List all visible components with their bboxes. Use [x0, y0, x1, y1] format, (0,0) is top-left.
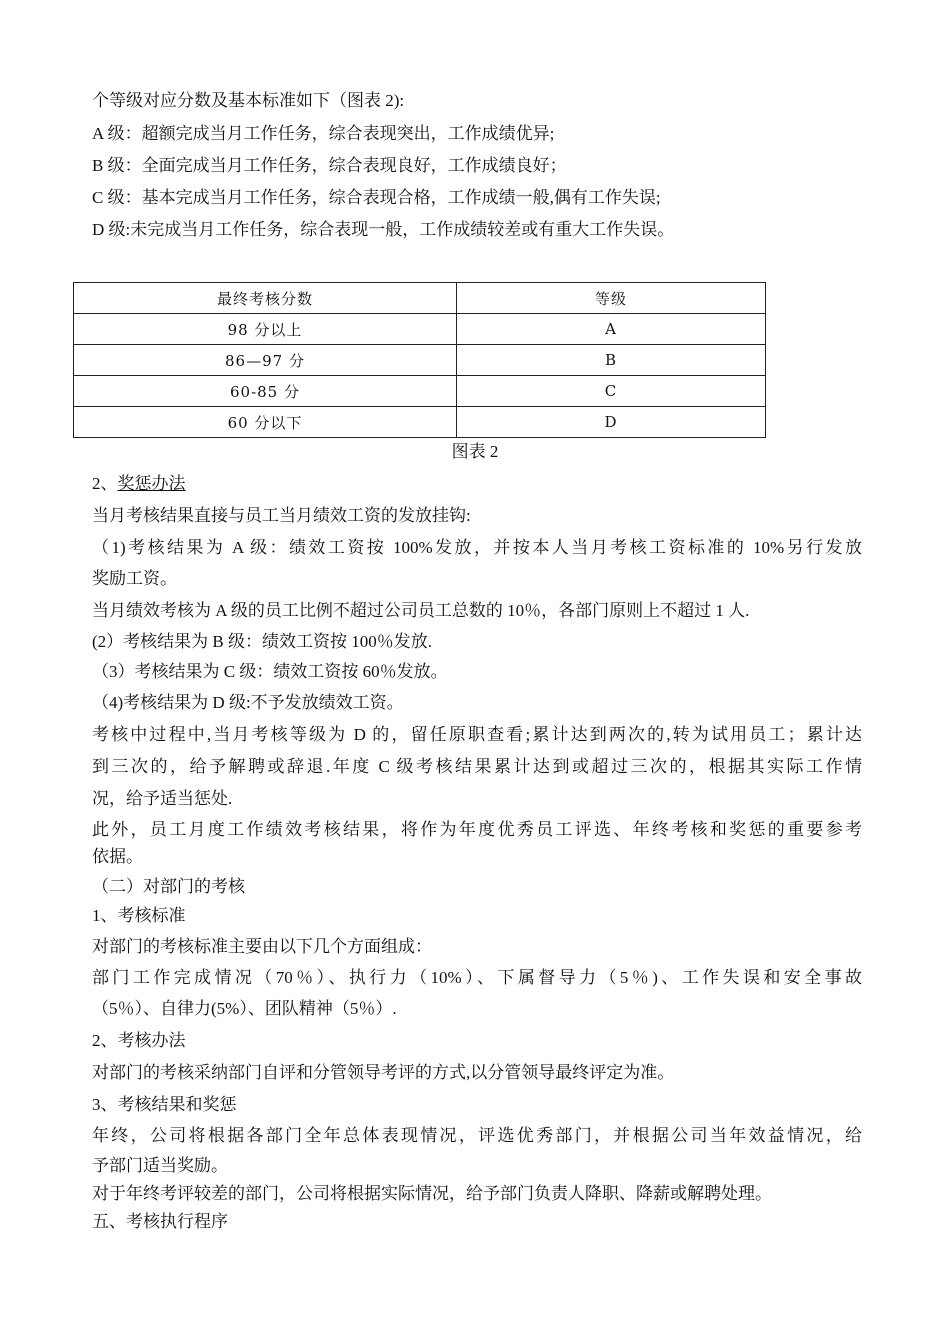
- subheading: 2、考核办法: [92, 1031, 186, 1050]
- grade-d-description: D 级:未完成当月工作任务，综合表现一般，工作成绩较差或有重大工作失误。: [92, 220, 675, 239]
- grade-c-description: C 级：基本完成当月工作任务，综合表现合格，工作成绩一般,偶有工作失误;: [92, 188, 661, 207]
- paragraph: （4)考核结果为 D 级:不予发放绩效工资。: [92, 693, 404, 712]
- table-cell-grade: A: [457, 314, 766, 345]
- paragraph: (2）考核结果为 B 级：绩效工资按 100％发放.: [92, 632, 432, 651]
- paragraph: 到三次的，给予解聘或辞退.年度 C 级考核结果累计达到或超过三次的，根据其实际工作情: [92, 757, 862, 776]
- paragraph: 此外，员工月度工作绩效考核结果，将作为年度优秀员工评选、年终考核和奖惩的重要参考: [92, 820, 862, 839]
- table-row: [74, 345, 766, 376]
- grade-a-description: A 级：超额完成当月工作任务，综合表现突出，工作成绩优异;: [92, 124, 555, 143]
- paragraph: 当月考核结果直接与员工当月绩效工资的发放挂钩:: [92, 506, 471, 525]
- section-heading-five: 五、考核执行程序: [92, 1212, 228, 1231]
- table-cell-grade: D: [457, 407, 766, 438]
- table-header-row: [74, 283, 766, 314]
- table-header-grade: 等级: [457, 283, 766, 314]
- paragraph: 部门工作完成情况（70％）、执行力（10%）、下属督导力（5％)、工作失误和安全事故: [92, 968, 862, 987]
- paragraph: 年终，公司将根据各部门全年总体表现情况，评选优秀部门，并根据公司当年效益情况，给: [92, 1126, 862, 1145]
- table-row: [74, 314, 766, 345]
- paragraph: （5％）、自律力(5%）、团队精神（5％）.: [92, 999, 397, 1018]
- paragraph: 考核中过程中,当月考核等级为 D 的，留任原职查看;累计达到两次的,转为试用员工；累计达: [92, 725, 862, 744]
- paragraph: （1)考核结果为 A 级：绩效工资按 100%发放，并按本人当月考核工资标准的 10%另行发放: [92, 538, 862, 557]
- table-cell-score: 60-85 分: [74, 376, 457, 407]
- paragraph: 当月绩效考核为 A 级的员工比例不超过公司员工总数的 10％，各部门原则上不超过 1 人.: [92, 601, 750, 620]
- table-cell-grade: B: [457, 345, 766, 376]
- heading-number: 2、: [92, 474, 118, 493]
- grade-b-description: B 级：全面完成当月工作任务，综合表现良好，工作成绩良好；: [92, 156, 567, 175]
- table-caption: 图表 2: [451, 442, 499, 461]
- section-heading-reward: [92, 473, 862, 495]
- paragraph: 对部门的考核标准主要由以下几个方面组成：: [92, 937, 432, 956]
- paragraph: 况，给予适当惩处.: [92, 789, 233, 808]
- subheading: 3、考核结果和奖惩: [92, 1095, 237, 1114]
- table-row: [74, 407, 766, 438]
- table-header-score: 最终考核分数: [74, 283, 457, 314]
- table-cell-score: 98 分以上: [74, 314, 457, 345]
- paragraph: （3）考核结果为 C 级：绩效工资按 60％发放。: [92, 662, 448, 681]
- paragraph: 奖励工资。: [92, 569, 177, 588]
- table-cell-grade: C: [457, 376, 766, 407]
- section-heading-dept: （二）对部门的考核: [92, 877, 245, 896]
- paragraph: 对于年终考评较差的部门，公司将根据实际情况，给予部门负责人降职、降薪或解聘处理。: [92, 1184, 772, 1203]
- paragraph: 对部门的考核采纳部门自评和分管领导考评的方式,以分管领导最终评定为准。: [92, 1063, 675, 1082]
- paragraph: 依据。: [92, 847, 143, 866]
- reward-method-link[interactable]: 奖惩办法: [117, 474, 186, 493]
- table-row: [74, 376, 766, 407]
- paragraph: 予部门适当奖励。: [92, 1156, 228, 1175]
- intro-line: 个等级对应分数及基本标准如下（图表 2):: [92, 91, 405, 110]
- table-cell-score: 60 分以下: [74, 407, 457, 438]
- subheading: 1、考核标准: [92, 906, 186, 925]
- grade-table: [73, 282, 766, 438]
- table-cell-score: 86—97 分: [74, 345, 457, 376]
